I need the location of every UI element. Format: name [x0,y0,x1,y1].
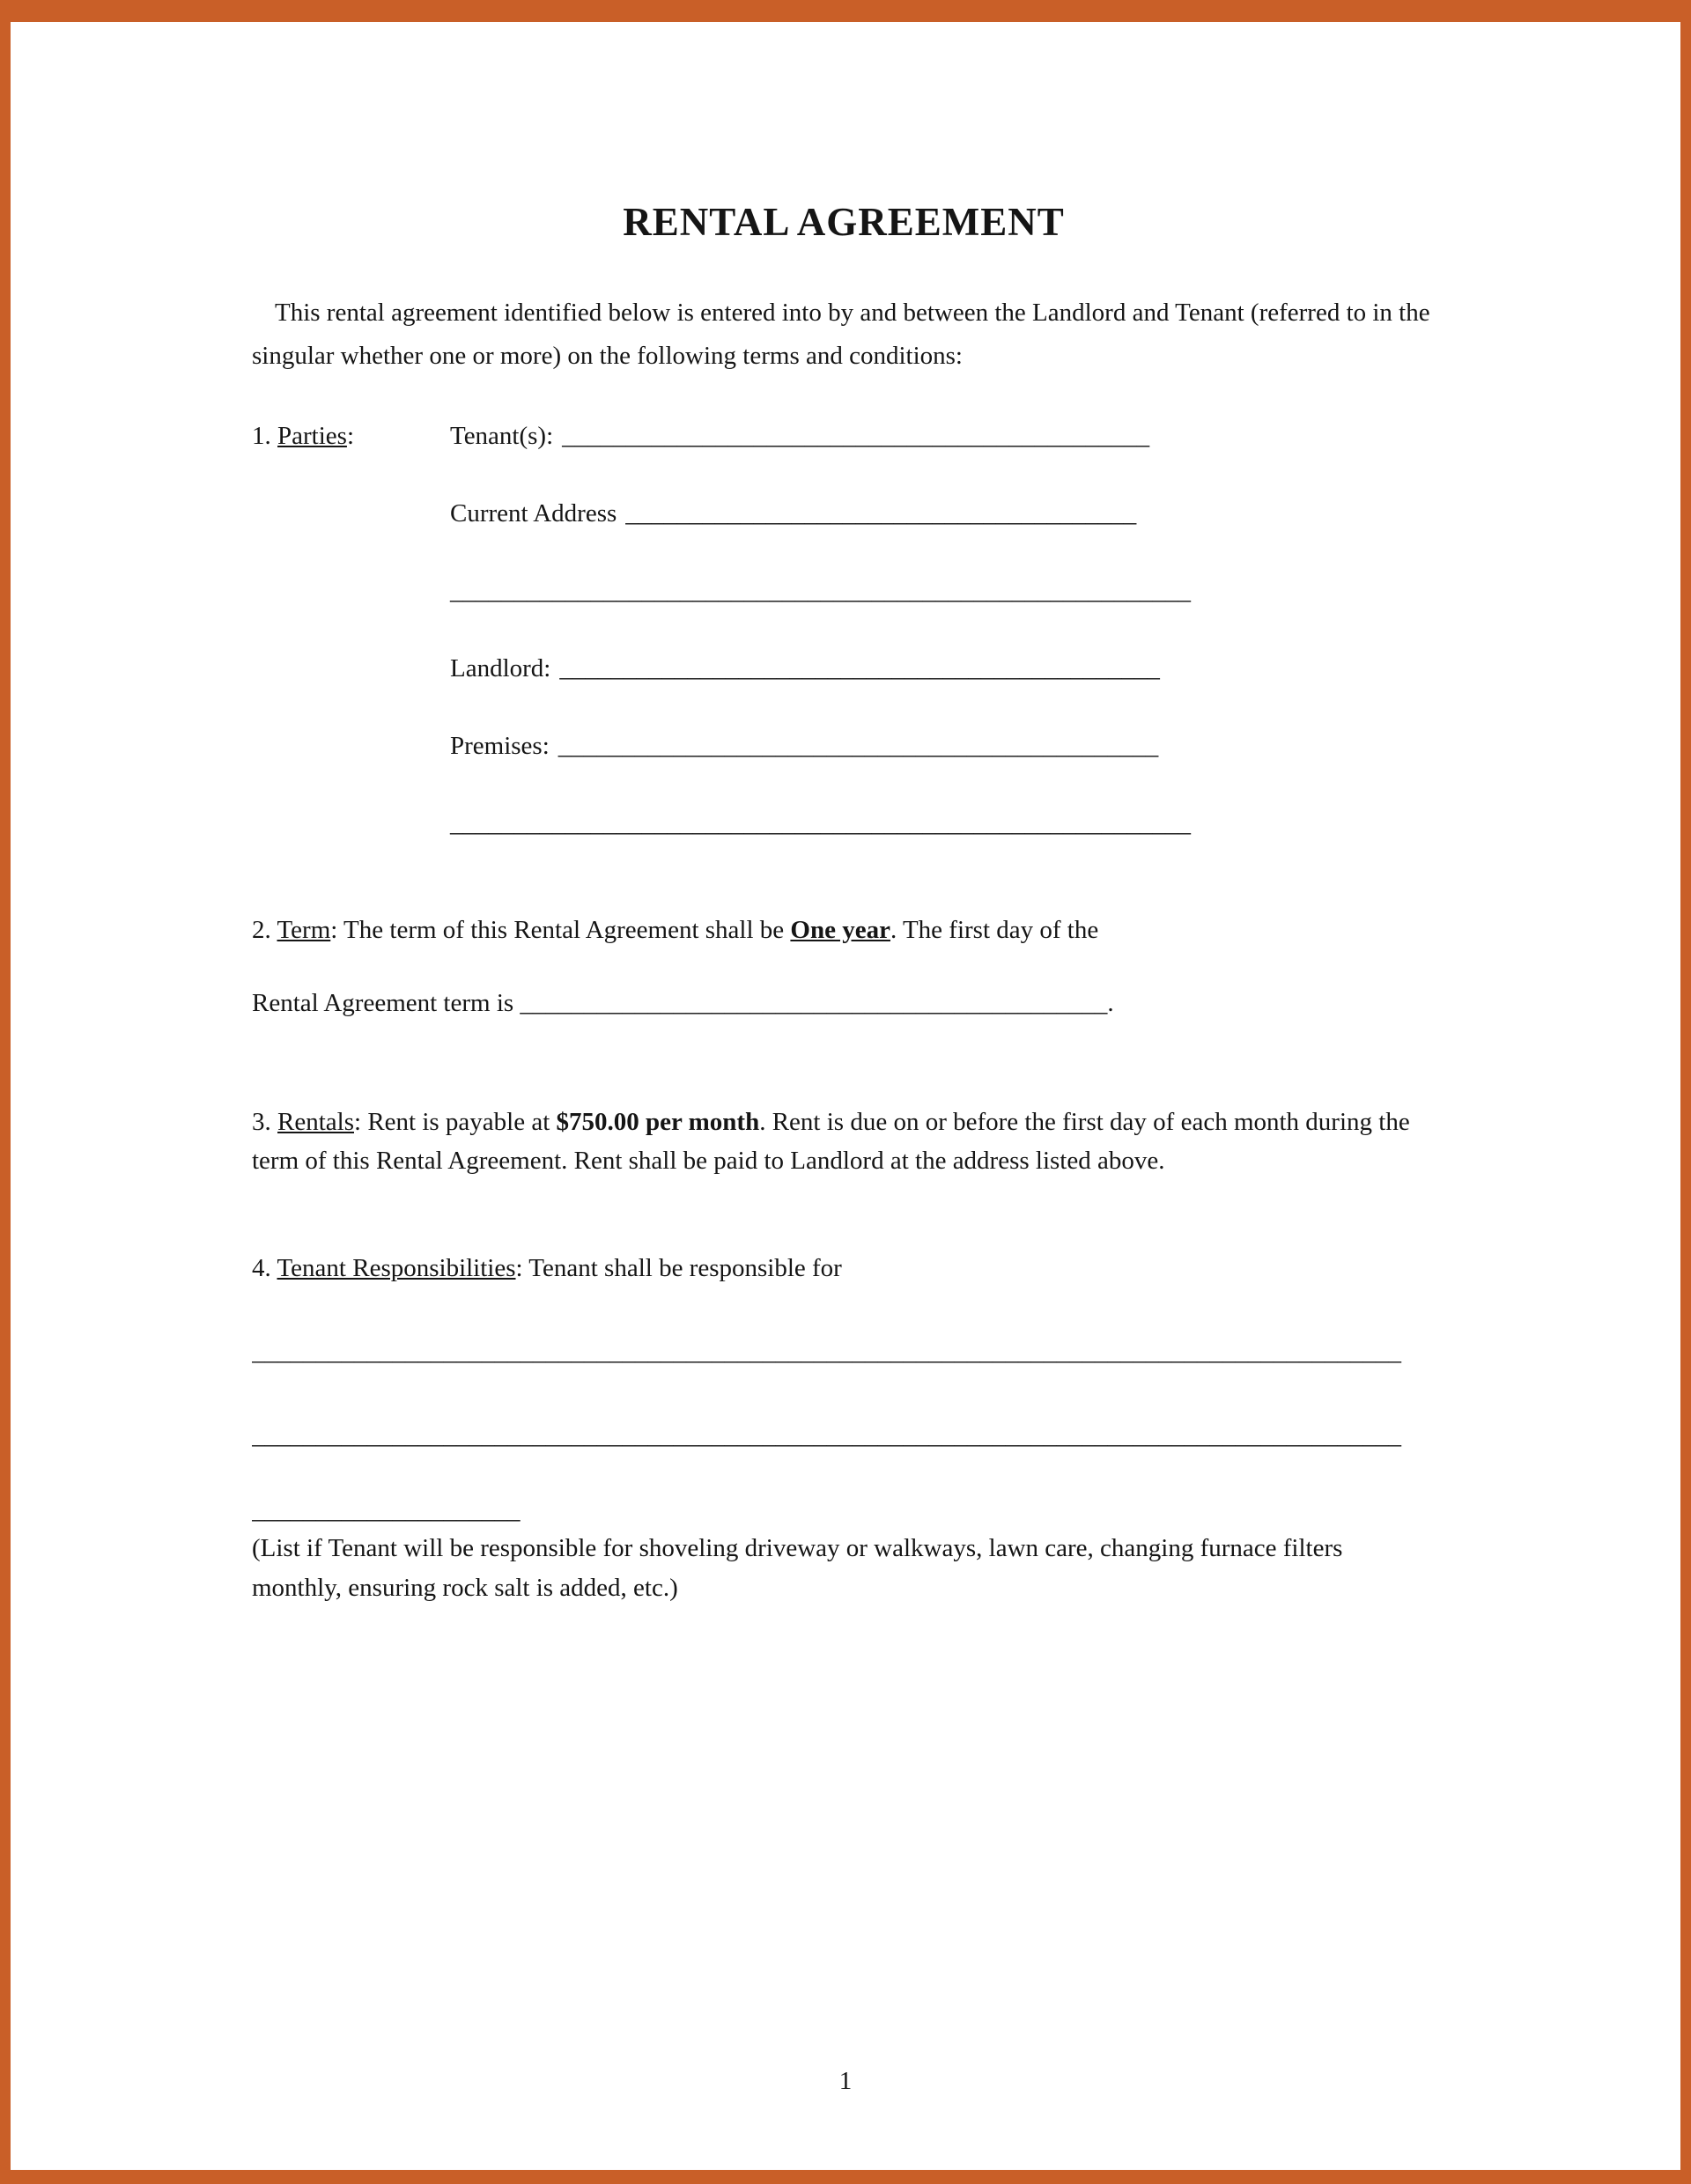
section-label-colon: : [346,422,354,450]
field-address-continuation [450,579,1436,604]
field-current-address-label: Current Address [450,499,617,528]
field-current-address-blank-line: ________________________________________ [625,499,1137,528]
rentals-text-after: . Rent is due on or before the first day of each month during the term of this Rental Agreement. Rent shall be paid to Landlord at the address listed above. [252,1108,1410,1175]
section-label-colon: : [330,916,338,944]
field-landlord-label: Landlord: [450,654,551,682]
document-title: RENTAL AGREEMENT [623,200,1065,244]
section-label-colon: : [354,1108,362,1136]
document-content [11,22,1680,2170]
section-tenant-responsibilities [252,1256,1436,1281]
responsibilities-text: Tenant shall be responsible for [522,1254,842,1282]
responsibilities-note: (List if Tenant will be responsible for shoveling driveway or walkways, lawn care, changing furnace filters monthly, ensuring rock salt is added, etc.) [252,1534,1343,1602]
section-label: Tenant Responsibilities [277,1254,516,1282]
rentals-paragraph [252,1103,1436,1180]
field-premises-continuation [450,811,1436,837]
rentals-text-before: Rent is payable at [361,1108,557,1136]
field-landlord-blank-line: _______________________________________________ [559,654,1160,682]
term-first-day-label: Rental Agreement term is [252,989,521,1017]
term-highlight: One year [790,916,890,944]
responsibilities-blank-line-2: __________________________________________________________________________________________ [252,1423,1401,1449]
responsibilities-heading [252,1256,1436,1281]
section-label: Term [277,916,331,944]
term-text-before: The term of this Rental Agreement shall be [337,916,791,944]
field-landlord [450,656,1436,682]
section-number: 2. [252,916,271,944]
intro-paragraph: This rental agreement identified below is entered into by and between the Landlord and Tenant (referred to in the singular whether one or more) on the following terms and conditions: [252,299,1430,370]
term-line-1 [252,918,1436,943]
parties-fields [450,424,1436,837]
field-tenants [450,424,1436,449]
responsibilities-blank-line-3: _____________________ [252,1498,521,1524]
section-label-colon: : [515,1254,523,1282]
section-number: 1. [252,422,271,450]
term-line-2 [252,991,1436,1016]
section-term [252,918,1436,1016]
page-number: 1 [838,2067,853,2095]
field-tenants-label: Tenant(s): [450,422,554,450]
field-tenants-blank-line: ______________________________________________ [562,422,1150,450]
field-premises-label: Premises: [450,732,550,760]
section-number: 3. [252,1108,271,1136]
section-label: Rentals [277,1108,354,1136]
term-line-2-period: . [1107,989,1114,1017]
section-parties-heading [252,424,354,449]
section-label: Parties [277,422,347,450]
field-premises-continuation-blank-line: __________________________________________________________ [450,809,1191,837]
responsibilities-blank-line-1: __________________________________________________________________________________________ [252,1339,1401,1365]
section-parties [252,424,1436,837]
field-address-continuation-blank-line: __________________________________________________________ [450,577,1191,605]
section-number: 4. [252,1254,271,1282]
field-current-address [450,501,1436,527]
field-premises [450,734,1436,759]
term-first-day-blank-line: ______________________________________________ [520,989,1108,1017]
rentals-amount: $750.00 per month [556,1108,760,1136]
field-premises-blank-line: _______________________________________________ [558,732,1159,760]
term-text-after: . The first day of the [890,916,1099,944]
section-rentals [252,1103,1436,1180]
